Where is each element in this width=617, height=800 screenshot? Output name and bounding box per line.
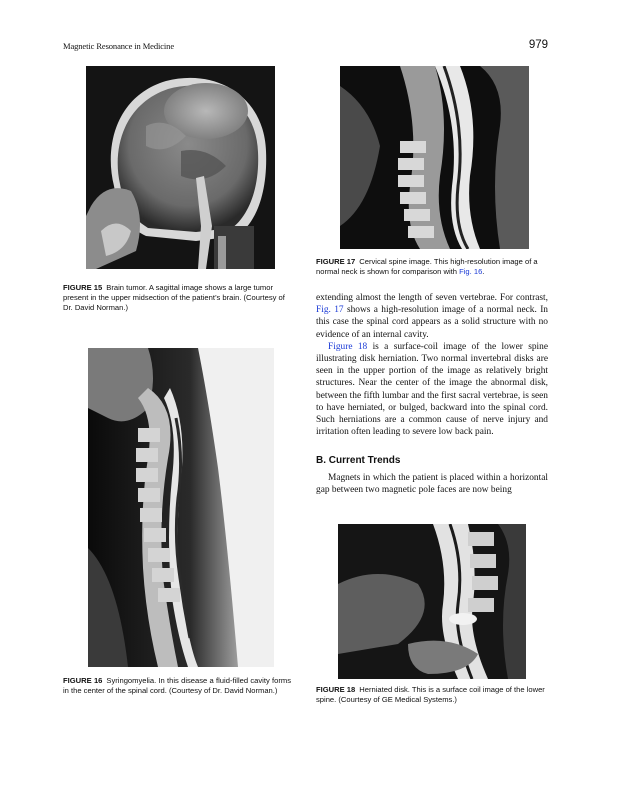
section-heading: B. Current Trends (316, 455, 401, 466)
body-p2-link[interactable]: Figure 18 (328, 341, 368, 352)
figure-15-image (86, 66, 275, 269)
page-number: 979 (528, 39, 548, 51)
figure-15-caption (63, 283, 291, 313)
body-p1-text: extending almost the length of seven vertebrae. For contrast, (316, 293, 548, 303)
figure-17-caption-text: Cervical spine image. This high-resolution image of a normal neck is shown for comparison with (316, 257, 538, 276)
figure-16-caption (63, 676, 291, 696)
figure-18-caption-text: Herniated disk. This is a surface coil image of the lower spine. (Courtesy of GE Medical Systems.) (316, 685, 545, 704)
figure-18-image (338, 524, 526, 679)
body-paragraph-2 (316, 341, 548, 439)
figure-17-image (340, 66, 529, 249)
body-paragraph-3: Magnets in which the patient is placed within a horizontal gap between two magnetic pole faces are now being (316, 473, 548, 496)
figure-17-caption (316, 257, 552, 277)
body-paragraph-1 (316, 292, 548, 341)
figure-16-image (88, 348, 274, 667)
body-text (316, 292, 548, 438)
figure-17-label: FIGURE 17 (316, 257, 356, 266)
body-p2-text: is a surface-coil image of the lower spine illustrating disk herniation. Two normal invertebral disks are seen in the upper portion of the image as relatively bright structures. Near the center of the image the abnormal disk, between the fifth lumbar and the first sacral vertebrae, is seen to have herniated, or bulged, backward into the spinal cord. Such herniations are a common cause of nerve injury and irritation often leading to severe low back pain. (316, 341, 548, 438)
body-p1-text-end: shows a high-resolution image of a normal neck. In this case the spinal cord appears as a solid structure with no evidence of an internal cavity. (316, 305, 548, 340)
figure-16-label: FIGURE 16 (63, 676, 103, 685)
figure-15-label: FIGURE 15 (63, 283, 103, 292)
running-head: Magnetic Resonance in Medicine (63, 41, 175, 51)
figure-16-caption-text: Syringomyelia. In this disease a fluid-filled cavity forms in the center of the spinal cord. (Courtesy of Dr. David Norman.) (63, 676, 291, 695)
body-text-2 (316, 472, 548, 496)
body-p1-link[interactable]: Fig. 17 (316, 305, 344, 316)
figure-15-caption-text: Brain tumor. A sagittal image shows a large tumor present in the upper midsection of the patient’s brain. (Courtesy of Dr. David Norman.) (63, 283, 285, 312)
figure-17-caption-end: . (482, 267, 485, 276)
figure-17-caption-link[interactable]: Fig. 16 (459, 267, 483, 276)
figure-18-caption (316, 685, 552, 705)
figure-18-label: FIGURE 18 (316, 685, 356, 694)
